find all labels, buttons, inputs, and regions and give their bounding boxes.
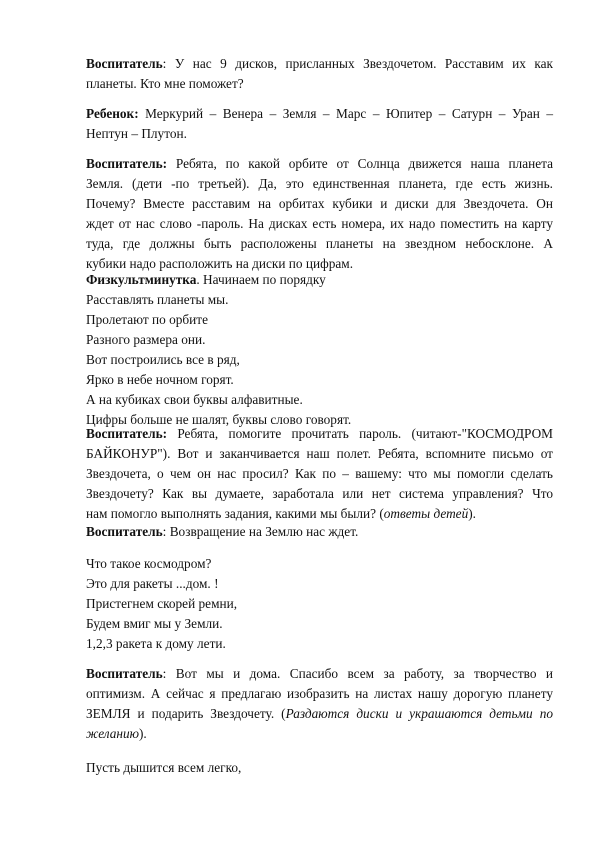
section-title: Физкультминутка	[86, 272, 197, 287]
paragraph-cosmodrome-poem	[86, 554, 553, 654]
text-line: Пусть дышится всем легко,	[86, 760, 242, 775]
speaker-label: Воспитатель	[86, 56, 163, 71]
poem-line: Вот построились все в ряд,	[86, 352, 240, 367]
text-line: желанию).	[86, 726, 147, 741]
text-line: Физкультминутка. Начинаем по порядку	[86, 272, 326, 287]
poem-line: Пролетают по орбите	[86, 312, 209, 327]
italic-note: ответы детей	[383, 506, 469, 521]
poem-line: Пристегнем скорей ремни,	[86, 596, 238, 611]
speaker-label: Ребенок:	[86, 106, 139, 121]
paragraph-educator-home	[86, 664, 553, 744]
text-line: Воспитатель: Вот мы и дома. Спасибо всем за работу, за творчество и	[86, 666, 553, 681]
italic-note: Раздаются диски и украшаются детьми по	[285, 706, 553, 721]
poem-line: Разного размера они.	[86, 332, 206, 347]
paragraph-educator-password	[86, 424, 553, 524]
text-line: оптимизм. А сейчас я предлагаю изобразить на листах нашу дорогую планету	[86, 686, 553, 701]
paragraph-closing-line	[86, 758, 553, 778]
text-line: Земля. (дети -по третьей). Да, это единственная планета, где есть жизнь.	[86, 176, 553, 191]
text-line: Воспитатель: Ребята, по какой орбите от Солнца движется наша планета	[86, 156, 553, 171]
text-line: Воспитатель: Ребята, помогите прочитать пароль. (читают-"КОСМОДРОМ	[86, 426, 553, 441]
poem-line: Будем вмиг мы у Земли.	[86, 616, 223, 631]
poem-line: Ярко в небе ночном горят.	[86, 372, 234, 387]
paragraph-educator-discs	[86, 54, 553, 94]
text-line: Ребенок: Меркурий – Венера – Земля – Марс – Юпитер – Сатурн – Уран –	[86, 106, 553, 121]
speaker-label: Воспитатель	[86, 524, 163, 539]
poem-line: Что такое космодром?	[86, 556, 212, 571]
text-line: нам помогло выполнять задания, какими мы были? (ответы детей).	[86, 506, 476, 521]
poem-line: Расставлять планеты мы.	[86, 292, 229, 307]
text-line: планеты. Кто мне поможет?	[86, 76, 244, 91]
text-line: кубики надо расположить на диски по цифрам.	[86, 256, 354, 271]
poem-line: А на кубиках свои буквы алфавитные.	[86, 392, 303, 407]
poem-line: 1,2,3 ракета к дому лети.	[86, 636, 226, 651]
text-line: Звездочету? Как вы думаете, заработала или нет система управления? Что	[86, 486, 553, 501]
poem-line: Цифры больше не шалят, буквы слово говорят.	[86, 412, 352, 427]
paragraph-child-planets	[86, 104, 553, 144]
speaker-label: Воспитатель	[86, 666, 163, 681]
text-line: ждет от нас слово -пароль. На дисках есть номера, их надо поместить на карту	[86, 216, 553, 231]
speaker-label: Воспитатель:	[86, 156, 168, 171]
speaker-label: Воспитатель:	[86, 426, 168, 441]
paragraph-educator-return	[86, 522, 553, 542]
italic-note: желанию	[86, 726, 139, 741]
text-line: Нептун – Плутон.	[86, 126, 187, 141]
paragraph-educator-orbit	[86, 154, 553, 274]
text-line: Почему? Вместе расставим на орбитах кубики и диски для Звездочета. Он	[86, 196, 553, 211]
poem-line: Это для ракеты ...дом. !	[86, 576, 219, 591]
text-line: туда, где должны быть расположены планеты на звездном небосклоне. А	[86, 236, 553, 251]
text-line: Звездочета, о чем он нас просил? Как по – вашему: что мы помогли сделать	[86, 466, 553, 481]
text-line: Воспитатель: Возвращение на Землю нас ждет.	[86, 524, 359, 539]
text-line: ЗЕМЛЯ и подарить Звездочету. (Раздаются диски и украшаются детьми по	[86, 706, 553, 721]
text-line: Воспитатель: У нас 9 дисков, присланных Звездочетом. Расставим их как	[86, 56, 553, 71]
text-line: БАЙКОНУР"). Вот и заканчивается наш полет. Ребята, вспомните письмо от	[86, 446, 553, 461]
paragraph-exercise-poem	[86, 270, 553, 430]
